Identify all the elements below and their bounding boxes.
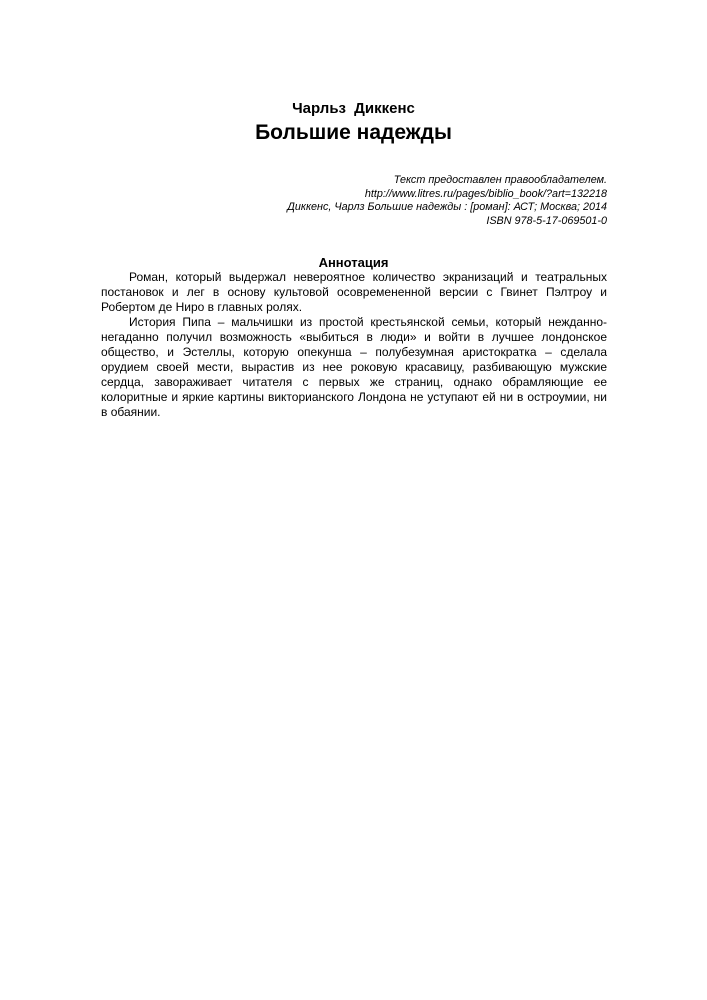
bibliographic-reference: Диккенс, Чарлз Большие надежды : [роман]: АСТ; Москва; 2014: [287, 201, 607, 213]
author-name: Чарльз Диккенс: [292, 100, 415, 117]
isbn: ISBN 978-5-17-069501-0: [486, 214, 607, 227]
annotation-heading: Аннотация: [318, 255, 389, 270]
book-title: Большие надежды: [255, 121, 452, 144]
source-url: http://www.litres.ru/pages/biblio_book/?art=132218: [364, 187, 607, 200]
annotation-paragraph: История Пипа – мальчишки из простой крестьянской семьи, который нежданно-негаданно получил возможность «выбиться в люди» и войти в лучшее лондонское общество, и Эстеллы, которую опекунша – полубезумная аристократка – сделала орудием своей мести, вырастив из нее роковую красавицу, разбивающую мужские сердца, завораживает читателя с первых же страниц, однако обрамляющие ее колоритные и яркие картины викторианского Лондона не уступают ей ни в остроумии, ни в обаянии.: [101, 315, 607, 419]
rights-holder-note: Текст предоставлен правообладателем.: [393, 174, 607, 186]
publication-info: [147, 174, 607, 228]
annotation-paragraph: Роман, который выдержал невероятное количество экранизаций и театральных постановок и лег в основу культовой осовремененной версии с Гвинет Пэлтроу и Робертом де Ниро в главных ролях.: [101, 270, 607, 314]
annotation-body: [101, 270, 607, 420]
